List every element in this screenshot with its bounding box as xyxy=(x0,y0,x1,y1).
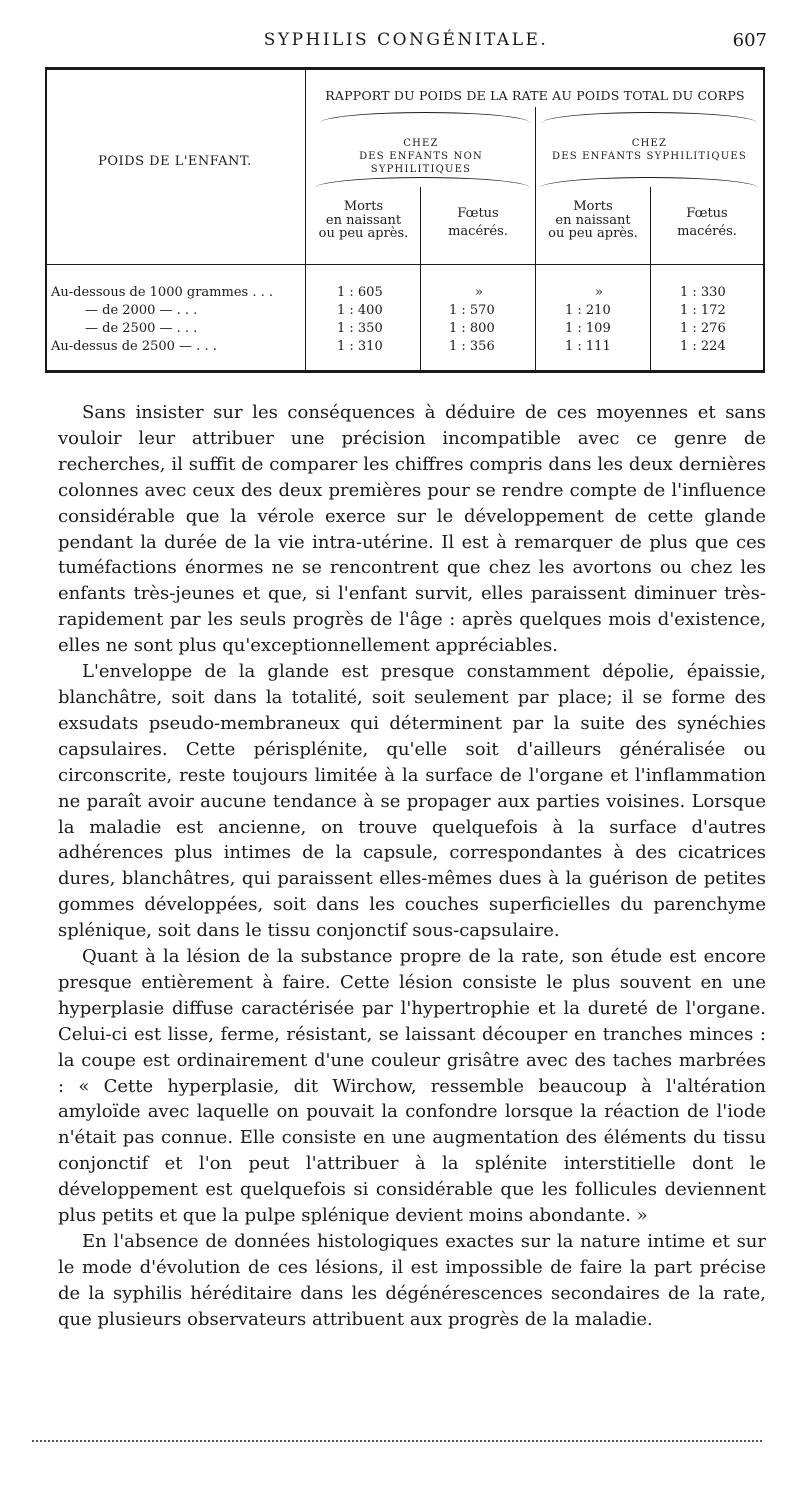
brace-right xyxy=(542,112,757,123)
paragraph: En l'absence de données histologiques exactes sur la nature intime et sur le mode d'évolution de ces lésions, il est impossible de faire la part précise de la syphilis héréditaire dans les dégénérescences secondaires de la rate, que plusieurs observateurs attribuent aux progrès de la maladie. xyxy=(58,1231,766,1330)
paragraph: Quant à la lésion de la substance propre de la rate, son étude est encore presque entièrement à faire. Cette lésion consiste le plus souvent en une hyperplasie diffuse caractérisée par l'hypertrophie et la dureté de l'organe. Celui-ci est lisse, ferme, résistant, se laissant découper en tranches minces : la coupe est ordinairement d'une couleur grisâtre avec des taches marbrées : « Cette hyperplasie, dit Wirchow, ressemble beaucoup à l'altération amyloïde avec laquelle on pouvait la confondre lorsque la réaction de l'iode n'était pas connue. Elle consiste en une augmentation des éléments du tissu conjonctif et l'on peut l'attribuer à la splénite interstitielle dont le développement est quelquefois si considérable que les follicules deviennent plus petits et que la pulpe splénique devient moins abondante. » xyxy=(58,946,766,1227)
cell-value: 1 : 570 xyxy=(449,303,495,318)
sub-syphilitiques: CHEZ DES ENFANTS SYPHILITIQUES xyxy=(552,138,747,162)
footer-dotted-rule xyxy=(32,1440,762,1442)
brace-right-2 xyxy=(540,177,758,188)
cell-value: 1 : 224 xyxy=(680,339,726,354)
paragraph: L'enveloppe de la glande est presque constamment dépolie, épaissie, blanchâtre, soit dans la totalité, soit seulement par place; il se forme des exsudats pseudo-membraneux qui déterminent par la suite des synéchies capsulaires. Cette périsplénite, qu'elle soit d'ailleurs généralisée ou circonscrite, reste toujours limitée à la surface de l'organe et l'inflammation ne paraît avoir aucune tendance à se propager aux parties voisines. Lorsque la maladie est ancienne, on trouve quelquefois à la surface d'autres adhérences plus intimes de la capsule, correspondantes à des cicatrices dures, blanchâtres, qui paraissent elles-mêmes dues à la guérison de petites gommes développées, soit dans les couches superficielles du parenchyme splénique, soit dans le tissu conjonctif sous-capsulaire. xyxy=(58,661,766,942)
row-label: — de 2500 — . . . xyxy=(85,321,198,336)
table-row xyxy=(45,303,765,323)
table-row xyxy=(45,339,765,359)
row-label: Au-dessus de 2500 — . . . xyxy=(51,339,217,354)
cell-value: 1 : 356 xyxy=(449,339,495,354)
cell-value: 1 : 350 xyxy=(337,321,383,336)
col-morts-syph: Morts en naissant ou peu après. xyxy=(548,199,638,242)
page-number: 607 xyxy=(732,30,767,51)
paragraph: Sans insister sur les conséquences à déduire de ces moyennes et sans vouloir leur attribuer une précision incompatible avec ce genre de recherches, il suffit de comparer les chiffres compris dans les deux dernières colonnes avec ceux des deux premières pour se rendre compte de l'influence considérable que la vérole exerce sur le développement de cette glande pendant la durée de la vie intra-utérine. Il est à remarquer de plus que ces tuméfactions énormes ne se rencontrent que chez les avortons ou chez les enfants très-jeunes et que, si l'enfant survit, elles paraissent diminuer très-rapidement par les seuls progrès de l'âge : après quelques mois d'existence, elles ne sont plus qu'exceptionnellement appréciables. xyxy=(58,402,766,657)
row-label: Au-dessous de 1000 grammes . . . xyxy=(51,285,273,300)
header-separator xyxy=(45,264,765,265)
cell-value: 1 : 400 xyxy=(337,303,383,318)
table-bottom-rule xyxy=(45,370,765,373)
table-row xyxy=(45,321,765,341)
cell-value: » xyxy=(475,285,483,300)
cell-value: 1 : 111 xyxy=(565,339,611,354)
brace-left xyxy=(320,112,530,123)
table-row xyxy=(45,285,765,305)
running-title: SYPHILIS CONGÉNITALE. xyxy=(263,30,549,50)
table-top-rule xyxy=(45,67,765,70)
cell-value: 1 : 310 xyxy=(337,339,383,354)
header-rapport-group: RAPPORT DU POIDS DE LA RATE AU POIDS TOTAL DU CORPS xyxy=(325,88,745,103)
brace-left-2 xyxy=(315,177,530,188)
body-text xyxy=(58,400,766,1333)
cell-value: » xyxy=(595,285,603,300)
col-morts-non-syph: Morts en naissant ou peu après. xyxy=(318,199,409,242)
header-poids-enfant: POIDS DE L'ENFANT. xyxy=(98,154,252,169)
cell-value: 1 : 276 xyxy=(680,321,726,336)
cell-value: 1 : 172 xyxy=(680,303,726,318)
col-foetus-syph: Fœtus macérés. xyxy=(677,206,737,240)
cell-value: 1 : 605 xyxy=(337,285,383,300)
spleen-weight-table xyxy=(45,67,765,375)
row-label: — de 2000 — . . . xyxy=(85,303,198,318)
cell-value: 1 : 109 xyxy=(565,321,611,336)
cell-value: 1 : 210 xyxy=(565,303,611,318)
page-header xyxy=(45,30,767,60)
sub-non-syphilitiques: CHEZ DES ENFANTS NON SYPHILITIQUES xyxy=(359,138,483,175)
cell-value: 1 : 330 xyxy=(680,285,726,300)
col-foetus-non-syph: Fœtus macérés. xyxy=(448,206,508,240)
cell-value: 1 : 800 xyxy=(449,321,495,336)
